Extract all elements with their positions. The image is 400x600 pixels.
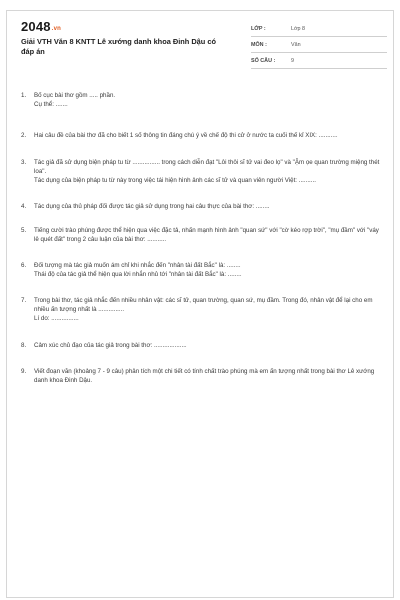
- question-item: [21, 341, 381, 350]
- question-text: Cảm xúc chủ đạo của tác giả trong bài thơ: ...................: [34, 342, 187, 349]
- question-text: Tác dụng của thủ pháp đối được tác giả sử dụng trong hai câu thực của bài thơ: ........: [34, 203, 270, 210]
- question-item: [21, 202, 381, 211]
- question-number: 6.: [21, 262, 27, 269]
- question-number: 5.: [21, 227, 27, 234]
- question-text: Đối tượng mà tác giả muốn ám chỉ khi nhắc đến "nhân tài đất Bắc" là: ........: [34, 262, 241, 269]
- meta-row-class: [251, 23, 387, 37]
- question-item: [21, 261, 381, 279]
- question-text: Thái độ của tác giả thể hiện qua lời nhắn nhủ tới "nhân tài đất Bắc" là: ........: [34, 271, 242, 278]
- question-item: [21, 131, 381, 140]
- question-number: 8.: [21, 342, 27, 349]
- question-item: [21, 158, 381, 185]
- question-number: 2.: [21, 132, 27, 139]
- question-item: [21, 226, 381, 244]
- question-list: [21, 91, 381, 385]
- question-number: 7.: [21, 297, 27, 304]
- question-item: [21, 91, 381, 109]
- question-text: Lí do: ................: [34, 315, 79, 322]
- meta-row-question-count: [251, 55, 387, 69]
- worksheet-header: [7, 11, 393, 73]
- question-text: Tiếng cười trào phúng được thể hiện qua việc đặc tả, nhấn mạnh hình ảnh "quan sứ" với "cờ kéo rợp trời", "mụ đầm" với "váy lê quét đất" trong 2 câu luận của bài thơ: ...........: [34, 227, 379, 243]
- question-text: Trong bài thơ, tác giả nhắc đến nhiều nhân vật: các sĩ tử, quan trường, quan sứ, mụ đầm. Trong đó, nhân vật để lại cho em nhiều ấn tượng nhất là ...............: [34, 297, 373, 313]
- question-text: Tác giả đã sử dụng biện pháp tu từ ................ trong cách diễn đạt "Lôi thôi sĩ tử vai đeo lọ" và "Ậm ọe quan trường miệng thét loa".: [34, 159, 380, 175]
- question-number: 4.: [21, 203, 27, 210]
- question-text: Tác dụng của biện pháp tu từ này trong việc tái hiện hình ảnh các sĩ tử và quan viên người Việt: ..........: [34, 177, 316, 184]
- site-logo[interactable]: 2048.vn: [21, 19, 62, 34]
- worksheet-title: Giải VTH Văn 8 KNTT Lê xướng danh khoa Đinh Dậu có đáp án: [21, 37, 216, 56]
- meta-value: Văn: [291, 42, 301, 48]
- question-number: 1.: [21, 92, 27, 99]
- worksheet-meta: [251, 23, 387, 71]
- meta-value: Lớp 8: [291, 26, 306, 32]
- meta-row-subject: [251, 39, 387, 53]
- meta-label: SỐ CÂU :: [251, 58, 276, 64]
- meta-value: 9: [291, 58, 294, 64]
- question-number: 9.: [21, 368, 27, 375]
- meta-label: MÔN :: [251, 42, 267, 48]
- question-item: [21, 367, 381, 385]
- question-text: Cụ thể: .......: [34, 101, 68, 108]
- question-number: 3.: [21, 159, 27, 166]
- meta-label: LỚP :: [251, 26, 266, 32]
- worksheet: [6, 10, 394, 598]
- question-text: Bố cục bài thơ gồm ..... phần.: [34, 92, 116, 99]
- question-text: Viết đoạn văn (khoảng 7 - 9 câu) phân tích một chi tiết có tính chất trào phúng mà em ấn tượng nhất trong bài thơ Lê xướng danh khoa Đinh Dậu.: [34, 368, 375, 384]
- question-item: [21, 296, 381, 323]
- question-text: Hai câu đề của bài thơ đã cho biết 1 số thông tin đáng chú ý về chế độ thi cử ở nước ta cuối thế kỉ XIX: ...........: [34, 132, 338, 139]
